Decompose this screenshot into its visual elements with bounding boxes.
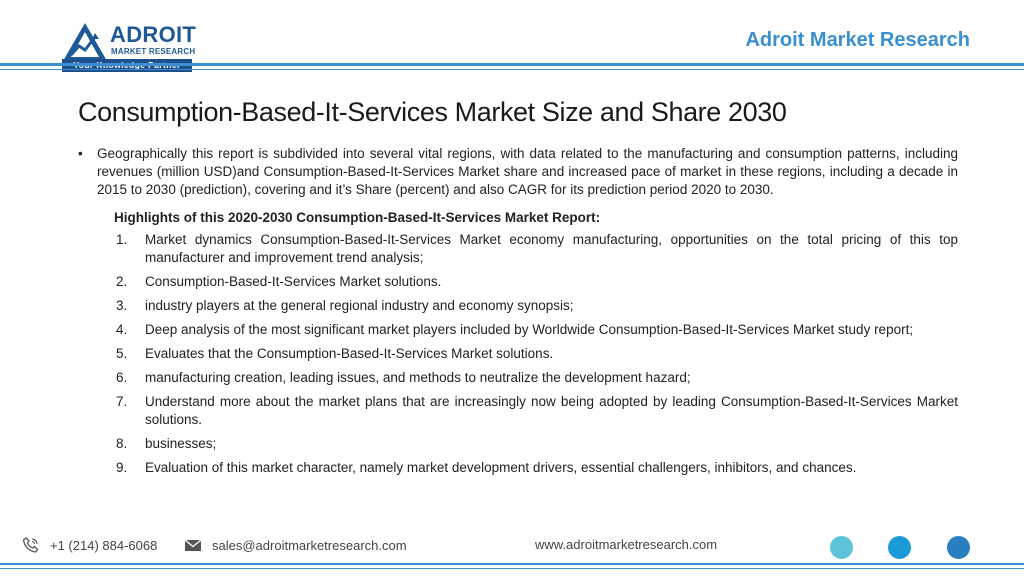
company-logo — [62, 20, 200, 76]
list-item — [78, 297, 958, 315]
list-number: 6. — [116, 370, 128, 385]
logo-name: ADROIT — [110, 22, 197, 47]
email-address: sales@adroitmarketresearch.com — [212, 537, 407, 553]
page-title: Consumption-Based-It-Services Market Size and Share 2030 — [78, 97, 787, 127]
list-item-text: Market dynamics Consumption-Based-It-Services Market economy manufacturing, opportunities on the total pricing of this top manufacturer and improvement trend analysis; — [145, 232, 958, 265]
decor-circle-3 — [947, 536, 970, 559]
highlights-heading: Highlights of this 2020-2030 Consumption-Based-It-Services Market Report: — [114, 210, 601, 225]
list-item — [78, 231, 958, 267]
footer — [0, 532, 1024, 576]
mail-icon — [184, 537, 202, 553]
decor-circle-1 — [830, 536, 853, 559]
footer-divider — [0, 563, 1024, 565]
list-item-text: businesses; — [145, 436, 217, 451]
intro-paragraph — [78, 145, 958, 199]
website-url: www.adroitmarketresearch.com — [535, 537, 718, 552]
list-item — [78, 393, 958, 429]
list-number: 3. — [116, 298, 128, 313]
footer-email[interactable] — [184, 537, 407, 553]
header-divider — [0, 63, 1024, 66]
header-divider-thin — [0, 69, 1024, 70]
list-item-text: Evaluation of this market character, namely market development drivers, essential challengers, inhibitors, and chances. — [145, 460, 857, 475]
footer-divider-thin — [0, 568, 1024, 569]
list-number: 9. — [116, 460, 128, 475]
list-item-text: Deep analysis of the most significant market players included by Worldwide Consumption-Based-It-Services Market study report; — [145, 322, 914, 337]
list-item — [78, 435, 958, 453]
logo-triangle-icon — [62, 22, 108, 62]
highlights-list — [78, 231, 958, 477]
list-number: 4. — [116, 322, 128, 337]
list-item — [78, 345, 958, 363]
phone-icon — [22, 537, 40, 553]
logo-subtitle: MARKET RESEARCH — [111, 47, 196, 56]
list-item — [78, 273, 958, 291]
list-number: 1. — [116, 232, 128, 247]
phone-number: +1 (214) 884-6068 — [50, 537, 158, 553]
list-number: 8. — [116, 436, 128, 451]
list-item-text: Understand more about the market plans that are increasingly now being adopted by leading Consumption-Based-It-Services Market solutions. — [145, 394, 958, 427]
footer-website[interactable] — [535, 537, 717, 552]
list-number: 5. — [116, 346, 128, 361]
list-number: 2. — [116, 274, 128, 289]
list-item — [78, 369, 958, 387]
brand-name: Adroit Market Research — [745, 29, 970, 51]
footer-phone[interactable] — [22, 537, 157, 553]
list-item — [78, 321, 958, 339]
list-item-text: Consumption-Based-It-Services Market solutions. — [145, 274, 442, 289]
bullet-marker: • — [78, 146, 83, 161]
decor-circle-2 — [888, 536, 911, 559]
list-item — [78, 459, 958, 477]
list-number: 7. — [116, 394, 128, 409]
slide-content — [78, 145, 958, 483]
intro-text: Geographically this report is subdivided into several vital regions, with data related to the manufacturing and consumption patterns, including revenues (million USD)and Consumption-Based-It-Services Market share and increased pace of market in these regions, including a decade in 2015 to 2030 (prediction), covering and it’s Share (percent) and also CAGR for its prediction period 2020 to 2030. — [97, 146, 958, 197]
list-item-text: Evaluates that the Consumption-Based-It-Services Market solutions. — [145, 346, 554, 361]
list-item-text: industry players at the general regional industry and economy synopsis; — [145, 298, 574, 313]
list-item-text: manufacturing creation, leading issues, and methods to neutralize the development hazard; — [145, 370, 691, 385]
